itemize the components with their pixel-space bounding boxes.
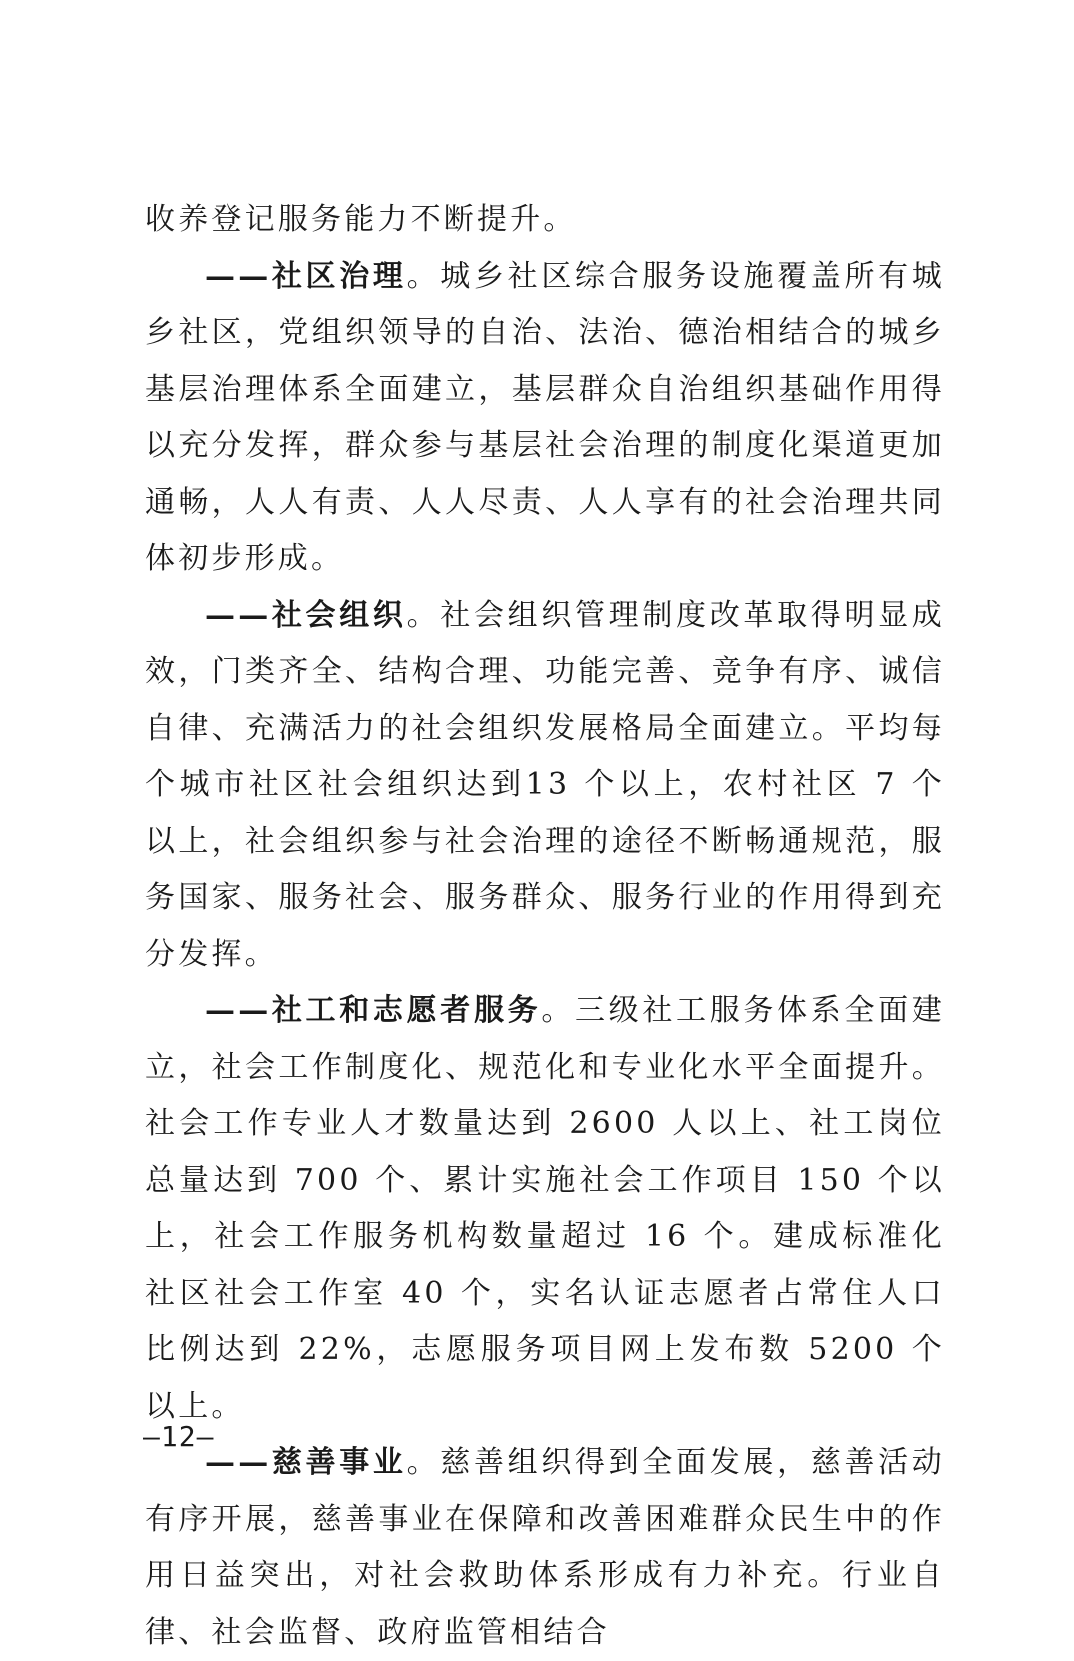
paragraph-community-governance (145, 249, 945, 588)
page-number: —12— (143, 1420, 215, 1453)
paragraph-text: 收养登记服务能力不断提升。 (145, 202, 577, 237)
paragraph-text: 。三级社工服务体系全面建立，社会工作制度化、规范化和专业化水平全面提升。社会工作专业人才数量达到 2600 人以上、社工岗位总量达到 700 个、累计实施社会工作项目 150 个以上，社会工作服务机构数量超过 16 个。建成标准化社区社会工作室 40 个，实名认证志愿者占常住人口比例达到 22%，志愿服务项目网上发布数 5200 个以上。 (145, 993, 946, 1424)
paragraph-social-work-volunteer (145, 983, 945, 1435)
paragraph-charity (145, 1435, 945, 1661)
paragraph-social-organizations (145, 588, 945, 984)
paragraph-text: 。慈善组织得到全面发展，慈善活动有序开展，慈善事业在保障和改善困难群众民生中的作用日益突出，对社会救助体系形成有力补充。行业自律、社会监督、政府监管相结合 (145, 1445, 946, 1650)
paragraph-heading: ——慈善事业 (205, 1445, 407, 1480)
paragraph-heading: ——社区治理 (205, 258, 407, 294)
paragraph-adoption (145, 192, 945, 249)
paragraph-text: 。社会组织管理制度改革取得明显成效，门类齐全、结构合理、功能完善、竞争有序、诚信自律、充满活力的社会组织发展格局全面建立。平均每个城市社区社会组织达到13 个以上，农村社区 7 个以上，社会组织参与社会治理的途径不断畅通规范，服务国家、服务社会、服务群众、服务行业的作用得到充分发挥。 (145, 597, 946, 972)
paragraph-heading: ——社会组织 (205, 597, 407, 633)
document-body (145, 192, 945, 1661)
paragraph-text: 。城乡社区综合服务设施覆盖所有城乡社区，党组织领导的自治、法治、德治相结合的城乡基层治理体系全面建立，基层群众自治组织基础作用得以充分发挥，群众参与基层社会治理的制度化渠道更加通畅，人人有责、人人尽责、人人享有的社会治理共同体初步形成。 (145, 258, 946, 576)
paragraph-heading: ——社工和志愿者服务 (205, 993, 542, 1028)
